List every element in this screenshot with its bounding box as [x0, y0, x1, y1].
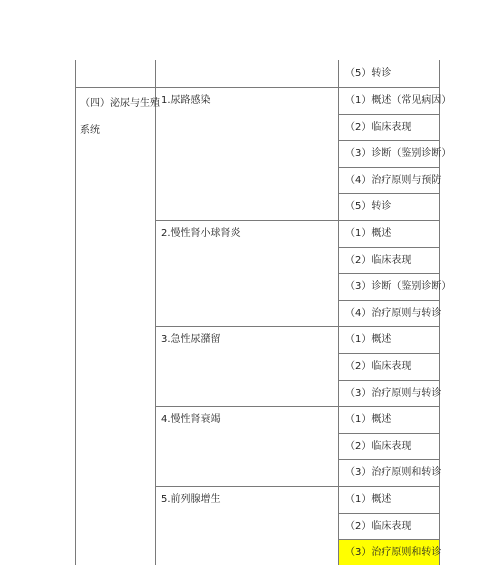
content-item: （2）临床表现 — [345, 121, 412, 133]
content-item: （3）诊断（鉴别诊断） — [345, 281, 452, 293]
content-item: （2）临床表现 — [345, 440, 412, 452]
table-horizontal-line — [338, 380, 440, 381]
table-horizontal-line — [155, 220, 440, 221]
table-horizontal-line — [338, 513, 440, 514]
content-item: （5）转诊 — [345, 68, 392, 79]
system-name-line1: （四）泌尿与生殖 — [80, 98, 160, 109]
content-item: （4）治疗原则与预防 — [345, 174, 442, 186]
table-vertical-line — [155, 60, 156, 565]
table-horizontal-line — [338, 140, 440, 141]
content-item: （1）概述 — [345, 334, 392, 346]
table-horizontal-line — [338, 459, 440, 460]
content-item: （3）诊断（鉴别诊断） — [345, 148, 452, 160]
content-item: （4）治疗原则与转诊 — [345, 307, 442, 319]
table-horizontal-line — [155, 326, 440, 327]
content-item: （1）概述 — [345, 414, 392, 426]
system-name-line2: 系统 — [80, 125, 100, 136]
disease-name: 3.急性尿潴留 — [161, 334, 221, 346]
content-item: （1）概述 — [345, 228, 392, 239]
content-item: （3）治疗原则和转诊 — [345, 467, 442, 479]
content-item: （5）转诊 — [345, 201, 392, 213]
disease-name: 4.慢性肾衰竭 — [161, 414, 221, 426]
content-item: （2）临床表现 — [345, 520, 412, 532]
table-horizontal-line — [338, 273, 440, 274]
content-item: （2）临床表现 — [345, 254, 412, 266]
table-horizontal-line — [338, 193, 440, 194]
table-horizontal-line — [338, 353, 440, 354]
table-horizontal-line — [338, 247, 440, 248]
content-item: （3）治疗原则与转诊 — [345, 387, 442, 399]
content-item: （2）临床表现 — [345, 361, 412, 372]
table-horizontal-line — [155, 486, 440, 487]
table-horizontal-line — [155, 406, 440, 407]
table-horizontal-line — [338, 300, 440, 301]
content-item: （1）概述（常见病因） — [345, 95, 452, 106]
table-horizontal-line — [338, 539, 440, 540]
disease-name: 2.慢性肾小球肾炎 — [161, 228, 241, 239]
disease-name: 1.尿路感染 — [161, 95, 211, 106]
table-vertical-line — [338, 60, 339, 565]
table-horizontal-line — [338, 114, 440, 115]
table-horizontal-line — [338, 433, 440, 434]
table-horizontal-line — [338, 167, 440, 168]
content-item: （3）治疗原则和转诊 — [345, 547, 442, 559]
disease-name: 5.前列腺增生 — [161, 494, 221, 505]
content-item: （1）概述 — [345, 494, 392, 505]
table-horizontal-line — [75, 87, 440, 88]
table-vertical-line — [75, 60, 76, 565]
